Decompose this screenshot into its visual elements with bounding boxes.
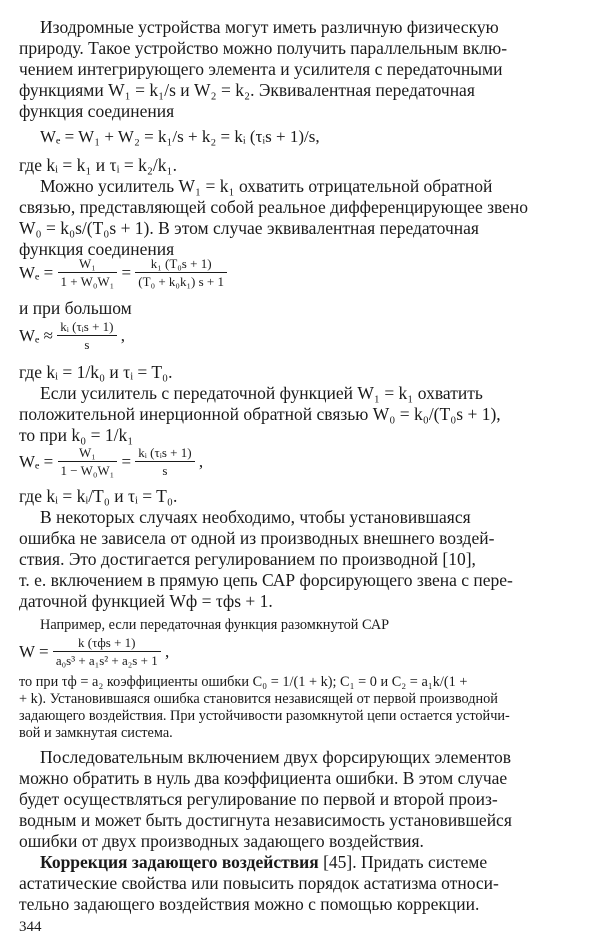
text-line: т. е. включением в прямую цепь САР форсирующего звена с пере- (19, 570, 513, 590)
punctuation: , (164, 641, 170, 661)
equation-lhs: Wₑ ≈ (19, 325, 53, 345)
text-line: ствия. Это достигается регулированием по производной [10], (19, 549, 476, 569)
equation: Wₑ = W₁ + W₂ = k₁/s + k₂ = kᵢ (τᵢs + 1)/s, (40, 127, 320, 146)
text-line: ошибка не зависела от одной из производных внешнего воздей- (19, 528, 495, 548)
fraction (58, 255, 118, 290)
text-line: Можно усилитель W₁ = k₁ охватить отрицательной обратной (40, 176, 493, 196)
small-text-line: Например, если передаточная функция разомкнутой САР (40, 617, 390, 633)
text-line: природу. Такое устройство можно получить параллельным вклю- (19, 38, 508, 58)
fraction (135, 255, 227, 290)
fraction (135, 444, 194, 479)
text-line: W₀ = k₀s/(T₀s + 1). В этом случае эквивалентная передаточная (19, 218, 479, 238)
equation (19, 318, 125, 353)
denominator: 1 − W₀W₁ (60, 463, 115, 478)
text-line: положительной инерционной обратной связью W₀ = k₀/(T₀s + 1), (19, 404, 501, 424)
text-line: то при k₀ = 1/k₁ (19, 425, 134, 445)
text-line: Изодромные устройства могут иметь различную физическую (40, 17, 499, 37)
numerator: kᵢ (τᵢs + 1) (57, 318, 116, 336)
small-text-line: вой и замкнутая система. (19, 725, 173, 741)
text-line: связью, представляющей собой реальное дифференцирующее звено (19, 197, 529, 217)
small-text-line: то при τф = a₂ коэффициенты ошибки C₀ = 1/(1 + k); C₁ = 0 и C₂ = a₁k/(1 + (19, 674, 468, 690)
equals-sign: = (121, 262, 132, 282)
denominator: (T₀ + k₀k₁) s + 1 (138, 274, 224, 289)
text-line: ошибки от двух производных задающего воздействия. (19, 831, 424, 851)
section-heading-inline: Коррекция задающего воздействия (40, 852, 319, 872)
page-number: 344 (19, 919, 42, 935)
text-line: будет осуществляться регулирование по первой и второй произ- (19, 789, 498, 809)
equation-lhs: Wₑ = (19, 262, 54, 282)
text-line: В некоторых случаях необходимо, чтобы установившаяся (40, 507, 471, 527)
text-line: функция соединения (19, 239, 175, 259)
punctuation: , (120, 325, 126, 345)
denominator: 1 + W₀W₁ (60, 274, 115, 289)
punctuation: , (198, 451, 204, 471)
equation-lhs: Wₑ = (19, 451, 54, 471)
equation-lhs: W = (19, 641, 49, 661)
equation (19, 255, 227, 290)
small-text-line: задающего воздействия. При устойчивости разомкнутой цепи остается устойчи- (19, 708, 510, 724)
text-line: функциями W₁ = k₁/s и W₂ = k₂. Эквивалентная передаточная (19, 80, 475, 100)
text-line: астатические свойства или повысить порядок астатизма относи- (19, 873, 499, 893)
text-line: функция соединения (19, 101, 175, 121)
text-line (40, 852, 487, 872)
denominator: a₀s³ + a₁s² + a₂s + 1 (55, 653, 158, 668)
text-line: можно обратить в нуль два коэффициента ошибки. В этом случае (19, 768, 508, 788)
fraction (57, 318, 116, 353)
text-line: даточной функцией Wф = τфs + 1. (19, 591, 273, 611)
denominator: s (84, 337, 90, 352)
text-line: и при большом (19, 298, 132, 318)
equals-sign: = (121, 451, 132, 471)
text-line: где kᵢ = k₁ и τᵢ = k₂/k₁. (19, 155, 178, 175)
numerator: k (τфs + 1) (53, 634, 161, 652)
fraction (53, 634, 161, 669)
denominator: s (162, 463, 168, 478)
text-line: Последовательным включением двух форсирующих элементов (40, 747, 512, 767)
numerator: W₁ (58, 444, 118, 462)
text-line: где kᵢ = kᵢ/T₀ и τᵢ = T₀. (19, 486, 178, 506)
numerator: k₁ (T₀s + 1) (135, 255, 227, 273)
numerator: W₁ (58, 255, 118, 273)
fraction (58, 444, 118, 479)
text-line: где kᵢ = 1/k₀ и τᵢ = T₀. (19, 362, 173, 382)
text-run: [45]. Придать системе (318, 852, 488, 872)
equation (19, 444, 203, 479)
numerator: kᵢ (τᵢs + 1) (135, 444, 194, 462)
text-line: Если усилитель с передаточной функцией W₁ = k₁ охватить (40, 383, 483, 403)
text-line: тельно задающего воздействия можно с помощью коррекции. (19, 894, 480, 914)
text-line: водным и может быть достигнута независимость установившейся (19, 810, 512, 830)
equation (19, 634, 169, 669)
small-text-line: + k). Установившаяся ошибка становится независящей от первой производной (19, 691, 498, 707)
text-line: чением интегрирующего элемента и усилителя с передаточными (19, 59, 503, 79)
